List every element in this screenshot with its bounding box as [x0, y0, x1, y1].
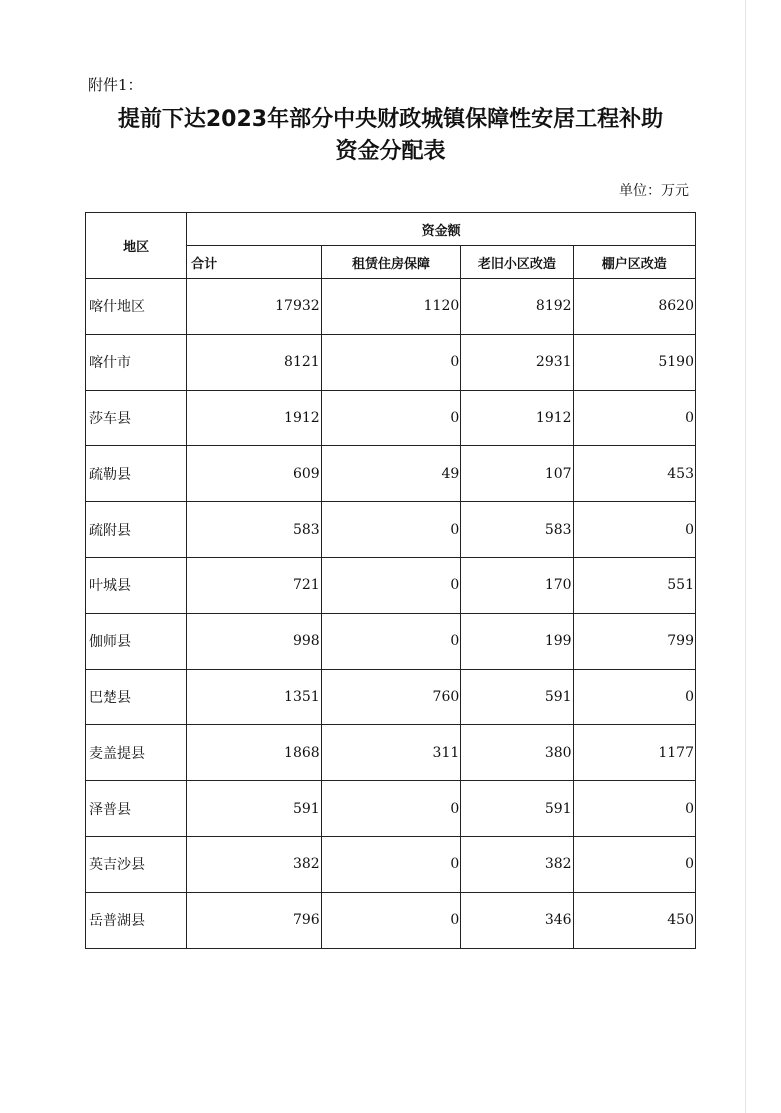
old-community-cell: 107: [461, 446, 573, 502]
region-cell: 喀什市: [86, 334, 187, 390]
table-row: [86, 279, 696, 335]
total-cell: 591: [187, 781, 322, 837]
document-title: [0, 104, 781, 168]
shanty-cell: 450: [573, 892, 695, 948]
old-community-cell: 1912: [461, 390, 573, 446]
region-cell: 麦盖提县: [86, 725, 187, 781]
total-cell: 1868: [187, 725, 322, 781]
rental-cell: 0: [321, 892, 461, 948]
amount-group-header: 资金额: [187, 213, 696, 246]
old-community-cell: 199: [461, 613, 573, 669]
rental-cell: 0: [321, 390, 461, 446]
rental-cell: 0: [321, 334, 461, 390]
attachment-label: 附件1：: [88, 76, 143, 94]
table-row: [86, 502, 696, 558]
rental-cell: 49: [321, 446, 461, 502]
region-cell: 喀什地区: [86, 279, 187, 335]
old-community-cell: 583: [461, 502, 573, 558]
table-row: [86, 669, 696, 725]
shanty-cell: 0: [573, 836, 695, 892]
table-body: [86, 279, 696, 949]
total-cell: 8121: [187, 334, 322, 390]
allocation-table: [85, 212, 696, 949]
shanty-cell: 8620: [573, 279, 695, 335]
region-cell: 疏勒县: [86, 446, 187, 502]
table-row: [86, 334, 696, 390]
table-row: [86, 446, 696, 502]
table-row: [86, 892, 696, 948]
shanty-cell: 1177: [573, 725, 695, 781]
region-cell: 泽普县: [86, 781, 187, 837]
title-line-2: 资金分配表: [335, 139, 446, 164]
table-row: [86, 390, 696, 446]
rental-cell: 0: [321, 557, 461, 613]
shanty-cell: 0: [573, 502, 695, 558]
region-cell: 莎车县: [86, 390, 187, 446]
shanty-cell: 5190: [573, 334, 695, 390]
old-community-cell: 380: [461, 725, 573, 781]
old-community-cell: 591: [461, 781, 573, 837]
old-community-cell: 8192: [461, 279, 573, 335]
old-community-cell: 2931: [461, 334, 573, 390]
table-row: [86, 836, 696, 892]
total-cell: 998: [187, 613, 322, 669]
old-community-cell: 591: [461, 669, 573, 725]
table-row: [86, 725, 696, 781]
rental-cell: 1120: [321, 279, 461, 335]
old-community-cell: 382: [461, 836, 573, 892]
title-line-1: 提前下达2023年部分中央财政城镇保障性安居工程补助: [117, 107, 664, 132]
total-cell: 1351: [187, 669, 322, 725]
old-community-cell: 170: [461, 557, 573, 613]
total-cell: 1912: [187, 390, 322, 446]
shanty-cell: 0: [573, 781, 695, 837]
rental-cell: 0: [321, 613, 461, 669]
shanty-cell: 0: [573, 669, 695, 725]
total-cell: 382: [187, 836, 322, 892]
rental-cell: 0: [321, 836, 461, 892]
old-community-cell: 346: [461, 892, 573, 948]
shanty-cell: 0: [573, 390, 695, 446]
region-cell: 叶城县: [86, 557, 187, 613]
region-cell: 疏附县: [86, 502, 187, 558]
total-cell: 609: [187, 446, 322, 502]
shanty-cell: 551: [573, 557, 695, 613]
rental-cell: 760: [321, 669, 461, 725]
total-cell: 721: [187, 557, 322, 613]
table-row: [86, 557, 696, 613]
shanty-cell: 453: [573, 446, 695, 502]
total-cell: 583: [187, 502, 322, 558]
table-row: [86, 613, 696, 669]
rental-cell: 0: [321, 781, 461, 837]
column-header-old-community: 老旧小区改造: [461, 246, 573, 279]
column-header-total: 合计: [187, 246, 322, 279]
total-cell: 17932: [187, 279, 322, 335]
rental-cell: 0: [321, 502, 461, 558]
column-header-rental: 租赁住房保障: [321, 246, 461, 279]
rental-cell: 311: [321, 725, 461, 781]
total-cell: 796: [187, 892, 322, 948]
shanty-cell: 799: [573, 613, 695, 669]
unit-label: 单位：万元: [619, 183, 689, 199]
region-cell: 英吉沙县: [86, 836, 187, 892]
table-row: [86, 781, 696, 837]
region-cell: 伽师县: [86, 613, 187, 669]
column-header-shanty: 棚户区改造: [573, 246, 695, 279]
region-header: 地区: [86, 213, 187, 279]
region-cell: 岳普湖县: [86, 892, 187, 948]
region-cell: 巴楚县: [86, 669, 187, 725]
